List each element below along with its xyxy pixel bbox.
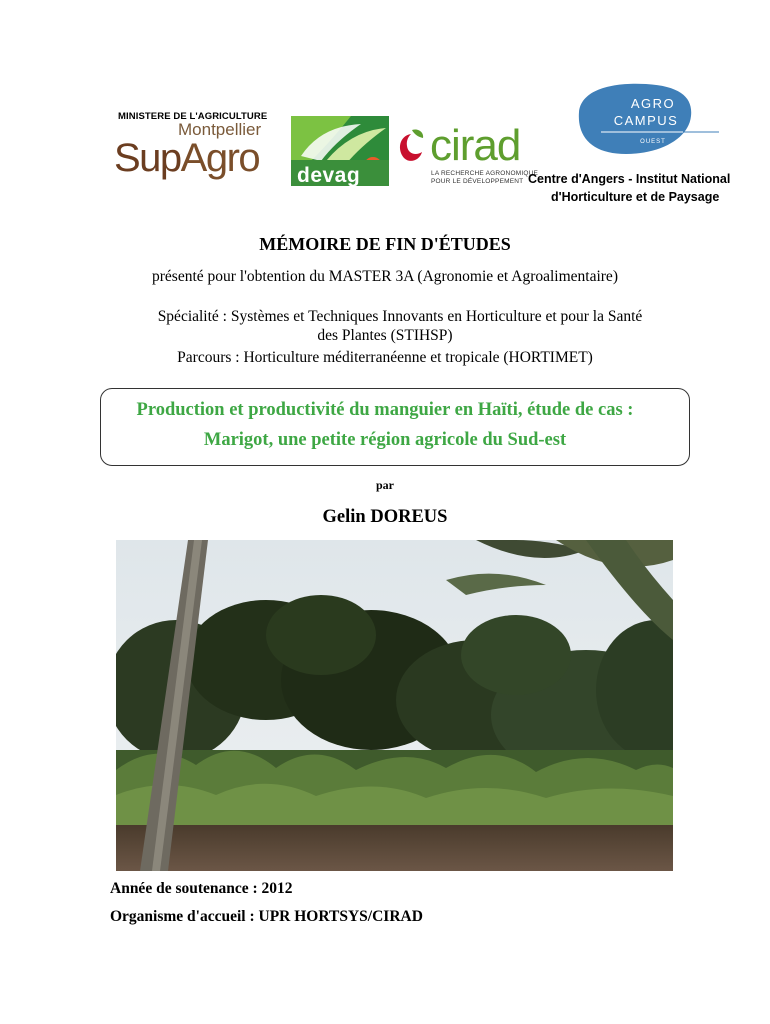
cirad-tagline-line1: LA RECHERCHE AGRONOMIQUE xyxy=(431,170,539,177)
supagro-ministry-text: MINISTERE DE L'AGRICULTURE xyxy=(118,111,268,122)
supagro-city-text: Montpellier xyxy=(178,120,262,139)
cirad-logo-text: cirad xyxy=(430,121,521,170)
thesis-title-line2: Marigot, une petite région agricole du Sud-est xyxy=(203,430,567,450)
centre-name-line2: d'Horticulture et de Paysage xyxy=(551,190,720,204)
agrocampus-line2: CAMPUS xyxy=(613,113,679,128)
cirad-leaf-icon xyxy=(396,128,426,164)
supagro-logo-part1: Sup xyxy=(114,136,181,180)
by-label: par xyxy=(376,478,394,492)
author-name: Gelin DOREUS xyxy=(322,507,448,527)
specialty-line1: Spécialité : Systèmes et Techniques Innovants en Horticulture et pour la Santé xyxy=(157,308,643,325)
cirad-tagline-line2: POUR LE DÉVELOPPEMENT xyxy=(431,178,524,185)
degree-line: présenté pour l'obtention du MASTER 3A (Agronomie et Agroalimentaire) xyxy=(152,268,618,285)
defense-year: Année de soutenance : 2012 xyxy=(110,880,293,897)
agrocampus-line3: OUEST xyxy=(640,139,666,145)
supagro-logo-part2: Agro xyxy=(180,136,260,180)
agrocampus-logo xyxy=(571,82,721,162)
orchard-photo xyxy=(116,540,673,871)
host-organization: Organisme d'accueil : UPR HORTSYS/CIRAD xyxy=(110,908,423,925)
track-line: Parcours : Horticulture méditerranéenne et tropicale (HORTIMET) xyxy=(177,349,593,366)
devag-logo-text: devag xyxy=(297,164,361,187)
supagro-logo xyxy=(114,136,259,181)
centre-name-line1: Centre d'Angers - Institut National xyxy=(528,172,731,186)
document-title: MÉMOIRE DE FIN D'ÉTUDES xyxy=(259,234,511,254)
specialty-line2: des Plantes (STIHSP) xyxy=(317,327,453,344)
thesis-title-line1: Production et productivité du manguier en Haïti, étude de cas : xyxy=(136,400,634,420)
agrocampus-line1: AGRO xyxy=(630,96,676,111)
